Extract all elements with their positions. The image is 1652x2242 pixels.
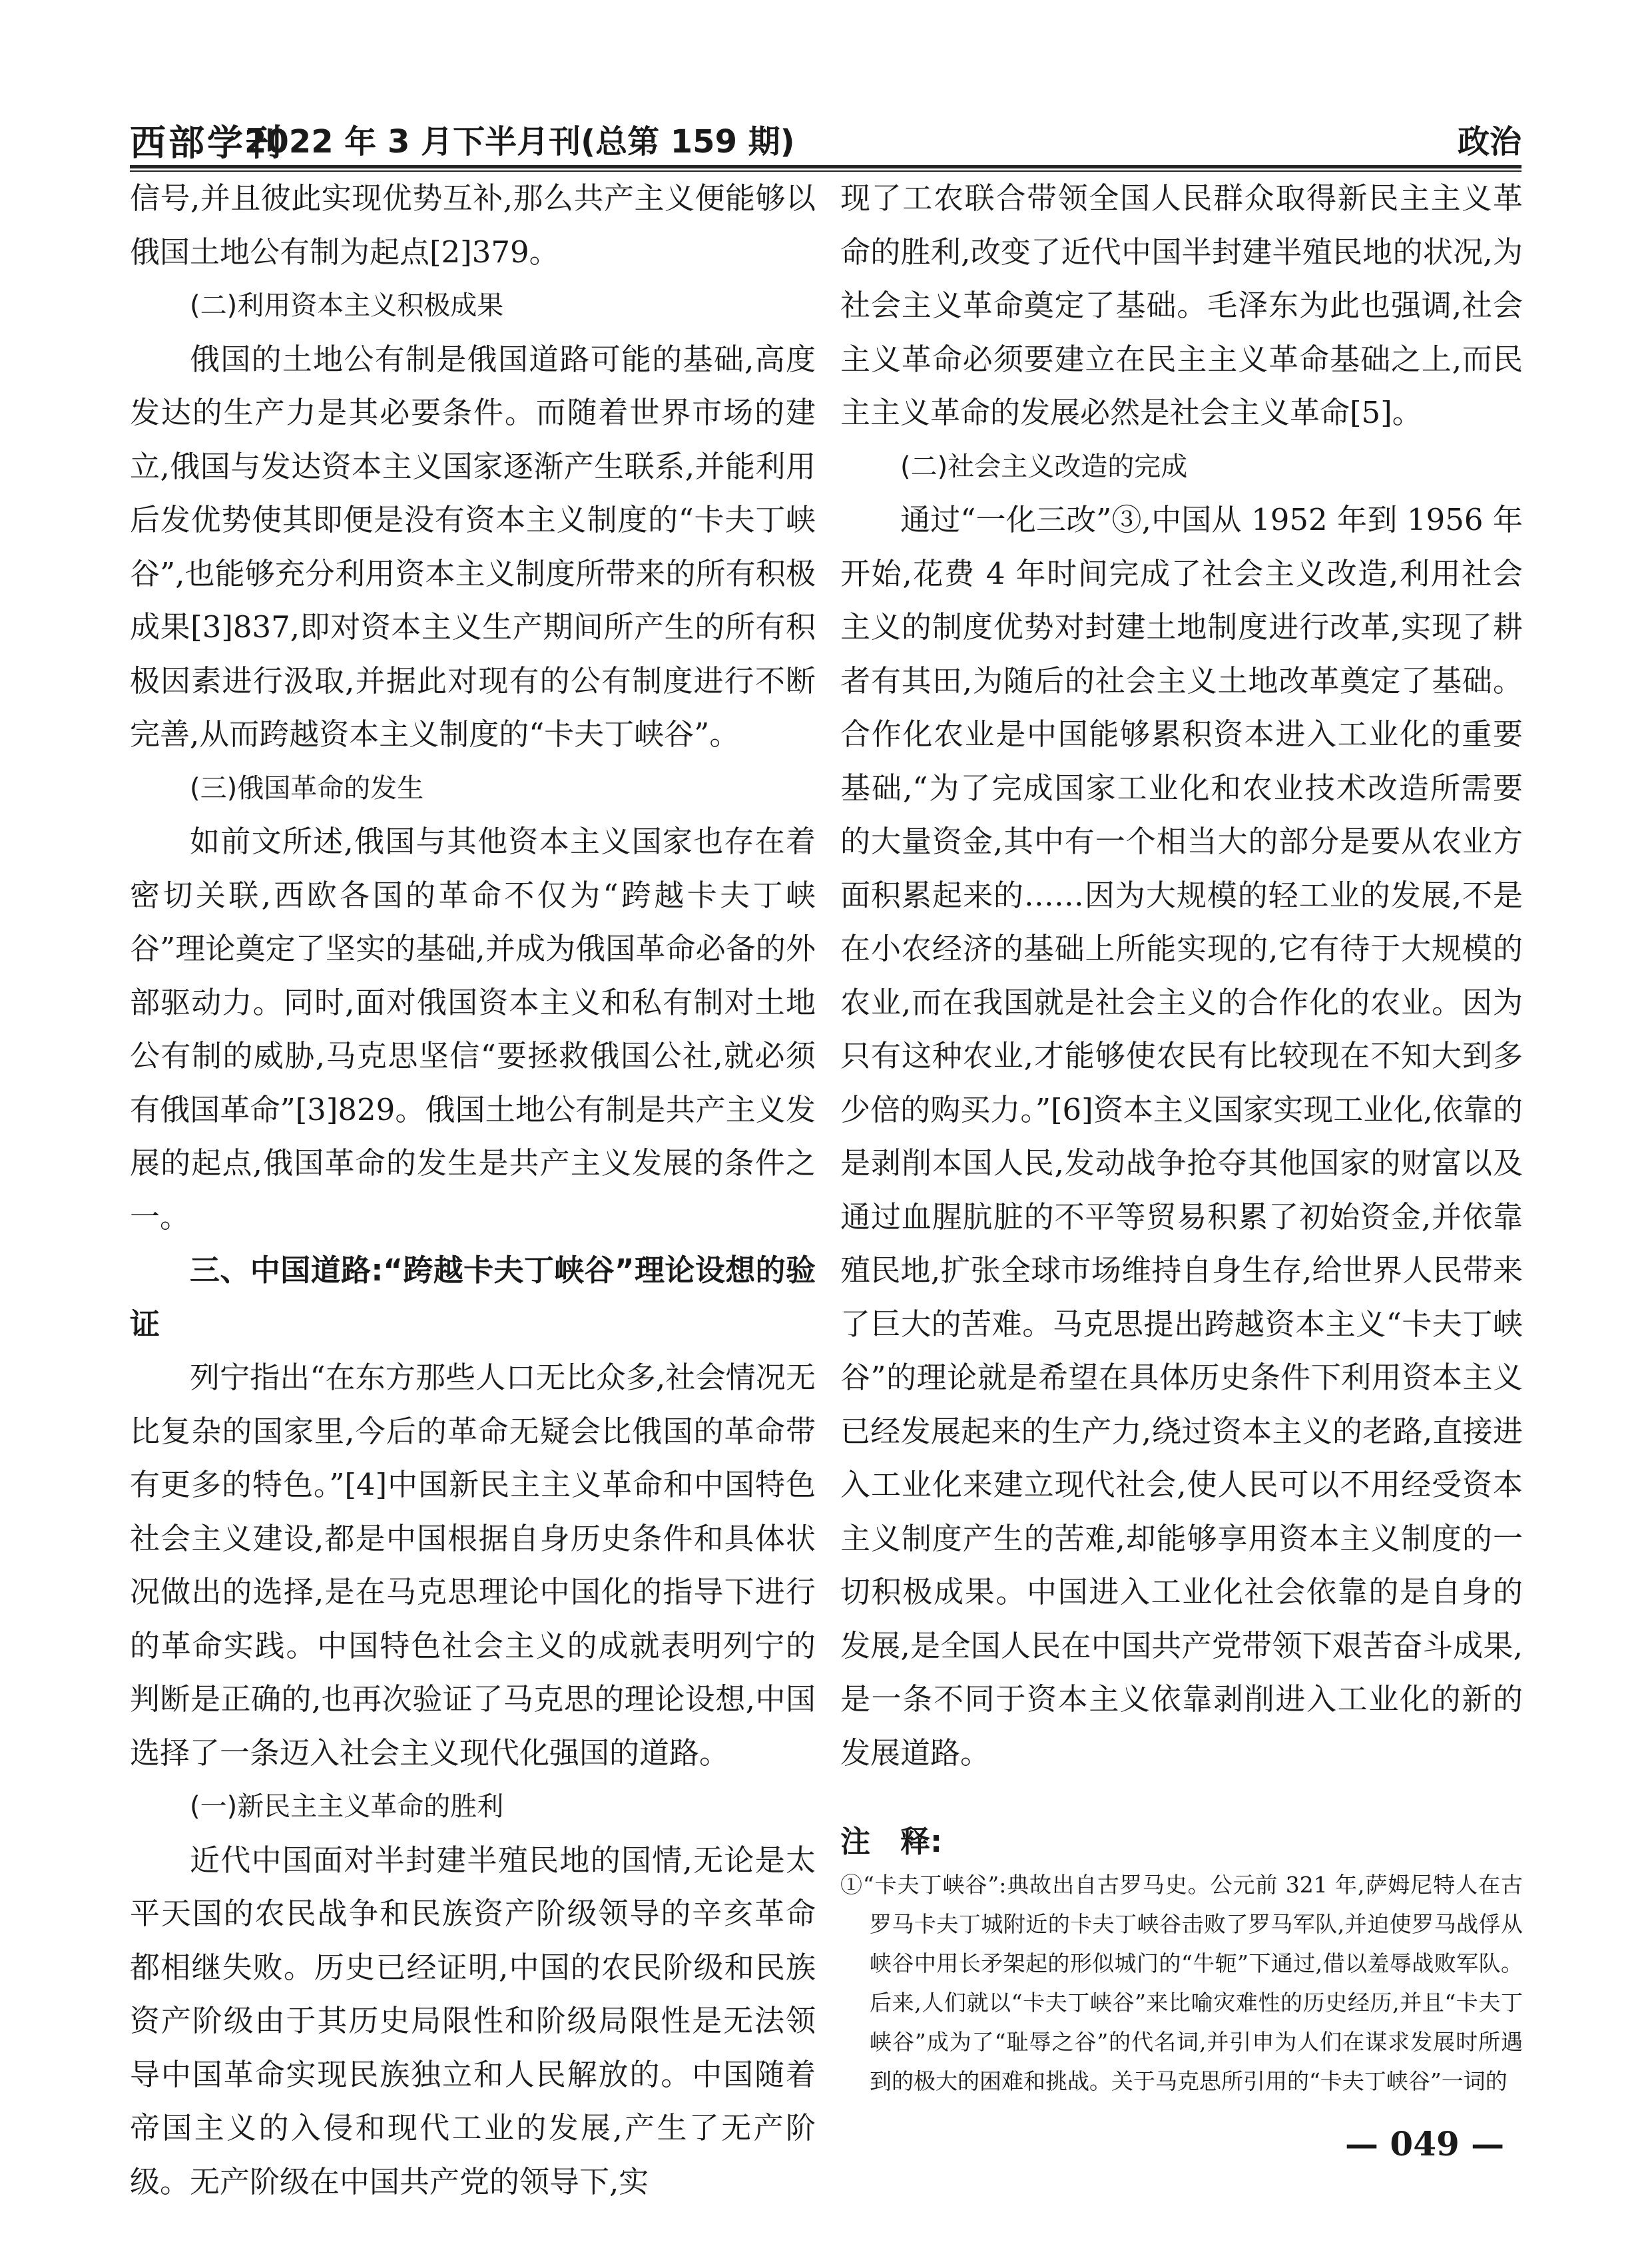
paragraph: 列宁指出“在东方那些人口无比众多,社会情况无比复杂的国家里,今后的革命无疑会比俄国的革命带有更多的特色。”[4]中国新民主主义革命和中国特色社会主义建设,都是中国根据自身历史条件和具体状况做出的选择,是在马克思理论中国化的指导下进行的革命实践。中国特色社会主义的成就表明列宁的判断是正确的,也再次验证了马克思的理论设想,中国选择了一条迈入社会主义现代化强国的道路。 [130, 1360, 816, 1771]
journal-logo: 西部学刊 [130, 121, 284, 164]
subsection-heading: (二)社会主义改造的完成 [900, 451, 1188, 482]
page-number: — 049 — [1345, 2124, 1505, 2163]
right-column [840, 172, 1523, 2101]
paragraph: 通过“一化三改”③,中国从 1952 年到 1956 年开始,花费 4 年时间完成了社会主义改造,利用社会主义的制度优势对封建土地制度进行改革,实现了耕者有其田,为随后的社会主义土地改革奠定了基础。合作化农业是中国能够累积资本进入工业化的重要基础,“为了完成国家工业化和农业技术改造所需要的大量资金,其中有一个相当大的部分是要从农业方面积累起来的……因为大规模的轻工业的发展,不是在小农经济的基础上所能实现的,它有待于大规模的农业,而在我国就是社会主义的合作化的农业。因为只有这种农业,才能够使农民有比较现在不知大到多少倍的购买力。”[6]资本主义国家实现工业化,依靠的是剥削本国人民,发动战争抢夺其他国家的财富以及通过血腥肮脏的不平等贸易积累了初始资金,并依靠殖民地,扩张全球市场维持自身生存,给世界人民带来了巨大的苦难。马克思提出跨越资本主义“卡夫丁峡谷”的理论就是希望在具体历史条件下利用资本主义已经发展起来的生产力,绕过资本主义的老路,直接进入工业化来建立现代社会,使人民可以不用经受资本主义制度产生的苦难,却能够享用资本主义制度的一切积极成果。中国进入工业化社会依靠的是自身的发展,是全国人民在中国共产党带领下艰苦奋斗成果,是一条不同于资本主义依靠剥削进入工业化的新的发展道路。 [840, 502, 1523, 1771]
paragraph: 近代中国面对半封建半殖民地的国情,无论是太平天国的农民战争和民族资产阶级领导的辛亥革命都相继失败。历史已经证明,中国的农民阶级和民族资产阶级由于其历史局限性和阶级局限性是无法领导中国革命实现民族独立和人民解放的。中国随着帝国主义的入侵和现代工业的发展,产生了无产阶级。无产阶级在中国共产党的领导下,实 [130, 1842, 816, 2199]
header-rule-thick [130, 165, 1521, 168]
left-column [130, 172, 816, 2209]
footnote: ①“卡夫丁峡谷”:典故出自古罗马史。公元前 321 年,萨姆尼特人在古罗马卡夫丁城附近的卡夫丁峡谷击败了罗马军队,并迫使罗马战俘从峡谷中用长矛架起的形似城门的“牛轭”下通过,借以羞辱战败军队。后来,人们就以“卡夫丁峡谷”来比喻灾难性的历史经历,并且“卡夫丁峡谷”成为了“耻辱之谷”的代名词,并引申为人们在谋求发展时所遇到的极大的困难和挑战。关于马克思所引用的“卡夫丁峡谷”一词的 [840, 1872, 1523, 2094]
section-heading: 三、中国道路:“跨越卡夫丁峡谷”理论设想的验证 [130, 1253, 816, 1342]
paragraph: 现了工农联合带领全国人民群众取得新民主主义革命的胜利,改变了近代中国半封建半殖民地的状况,为社会主义革命奠定了基础。毛泽东为此也强调,社会主义革命必须要建立在民主主义革命基础之上,而民主主义革命的发展必然是社会主义革命[5]。 [840, 180, 1523, 430]
paragraph: 如前文所述,俄国与其他资本主义国家也存在着密切关联,西欧各国的革命不仅为“跨越卡夫丁峡谷”理论奠定了坚实的基础,并成为俄国革命必备的外部驱动力。同时,面对俄国资本主义和私有制对土地公有制的威胁,马克思坚信“要拯救俄国公社,就必须有俄国革命”[3]829。俄国土地公有制是共产主义发展的起点,俄国革命的发生是共产主义发展的条件之一。 [130, 824, 816, 1235]
subsection-heading: (一)新民主主义革命的胜利 [190, 1791, 504, 1822]
paragraph: 信号,并且彼此实现优势互补,那么共产主义便能够以俄国土地公有制为起点[2]379。 [130, 180, 816, 270]
section-name: 政治 [1457, 123, 1521, 160]
running-header [130, 113, 1521, 162]
issue-info: 2022 年 3 月下半月刊(总第 159 期) [244, 123, 795, 160]
notes-heading: 注 释: [840, 1824, 942, 1859]
subsection-heading: (二)利用资本主义积极成果 [190, 290, 504, 321]
paragraph: 俄国的土地公有制是俄国道路可能的基础,高度发达的生产力是其必要条件。而随着世界市场的建立,俄国与发达资本主义国家逐渐产生联系,并能利用后发优势使其即便是没有资本主义制度的“卡夫丁峡谷”,也能够充分利用资本主义制度所带来的所有积极成果[3]837,即对资本主义生产期间所产生的所有积极因素进行汲取,并据此对现有的公有制度进行不断完善,从而跨越资本主义制度的“卡夫丁峡谷”。 [130, 341, 816, 752]
subsection-heading: (三)俄国革命的发生 [190, 772, 424, 804]
